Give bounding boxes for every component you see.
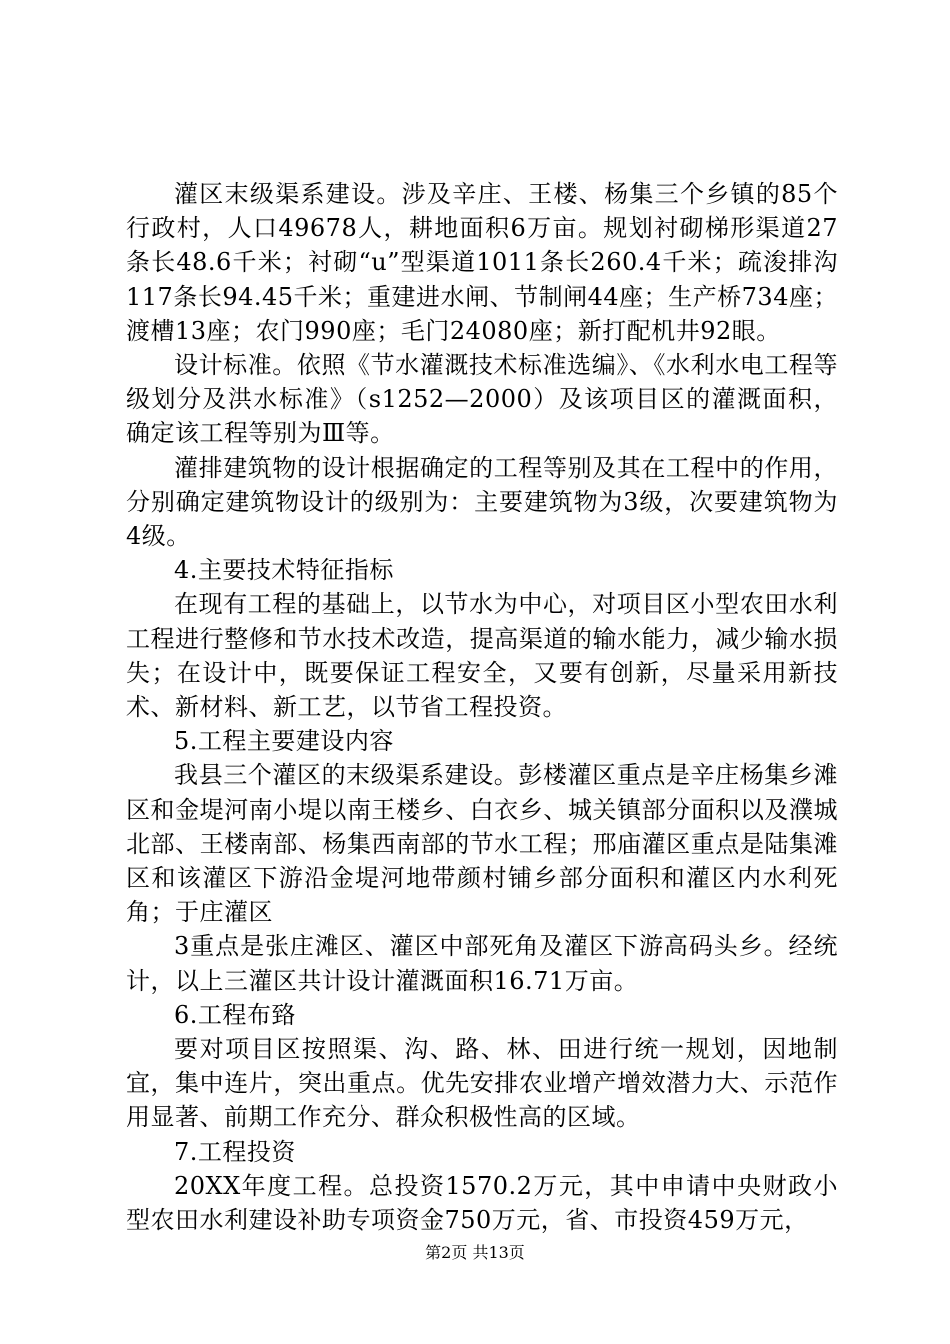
heading-construction-content: 5.工程主要建设内容: [174, 727, 394, 756]
paragraph-canal-construction: 灌区末级渠系建设。涉及辛庄、王楼、杨集三个乡镇的85个行政村，人口49678人，耕地面积6万亩。规划衬砌梯形渠道27条长48.6千米；衬砌“u”型渠道1011条长260.4千米；疏浚排沟117条长94.45千米；重建进水闸、节制闸44座；生产桥734座；渡槽13座；农门990座；毛门24080座；新打配机井92眼。: [126, 180, 838, 345]
page-number-footer: 第2页 共13页: [425, 1243, 525, 1262]
paragraph-building-grade: 灌排建筑物的设计根据确定的工程等别及其在工程中的作用，分别确定建筑物设计的级别为：主要建筑物为3级，次要建筑物为4级。: [126, 453, 838, 551]
heading-project-layout: 6.工程布臵: [174, 1000, 296, 1029]
paragraph-design-standard: 设计标准。依照《节水灌溉技术标准选编》、《水利水电工程等级划分及洪水标准》（s1252—2000）及该项目区的灌溉面积，确定该工程等别为Ⅲ等。: [126, 351, 838, 448]
paragraph-construction-content-cont: 3重点是张庄滩区、灌区中部死角及灌区下游高码头乡。经统计，以上三灌区共计设计灌溉面积16.71万亩。: [126, 932, 838, 995]
paragraph-construction-content: 我县三个灌区的末级渠系建设。彭楼灌区重点是辛庄杨集乡滩区和金堤河南小堤以南王楼乡、白衣乡、城关镇部分面积以及濮城北部、王楼南部、杨集西南部的节水工程；邢庙灌区重点是陆集滩区和该灌区下游沿金堤河地带颜村铺乡部分面积和灌区内水利死角；于庄灌区: [126, 761, 838, 927]
paragraph-technical-indicators: 在现有工程的基础上，以节水为中心，对项目区小型农田水利工程进行整修和节水技术改造，提高渠道的输水能力，减少输水损失；在设计中，既要保证工程安全，又要有创新，尽量采用新技术、新材料、新工艺，以节省工程投资。: [126, 590, 838, 722]
document-body: [126, 177, 838, 1237]
paragraph-project-layout: 要对项目区按照渠、沟、路、林、田进行统一规划，因地制宜，集中连片，突出重点。优先安排农业增产增效潜力大、示范作用显著、前期工作充分、群众积极性高的区域。: [126, 1035, 838, 1132]
heading-project-investment: 7.工程投资: [174, 1137, 296, 1166]
heading-technical-indicators: 4.主要技术特征指标: [174, 556, 394, 585]
paragraph-project-investment: 20XX年度工程。总投资1570.2万元，其中申请中央财政小型农田水利建设补助专项资金750万元，省、市投资459万元，: [126, 1171, 838, 1235]
